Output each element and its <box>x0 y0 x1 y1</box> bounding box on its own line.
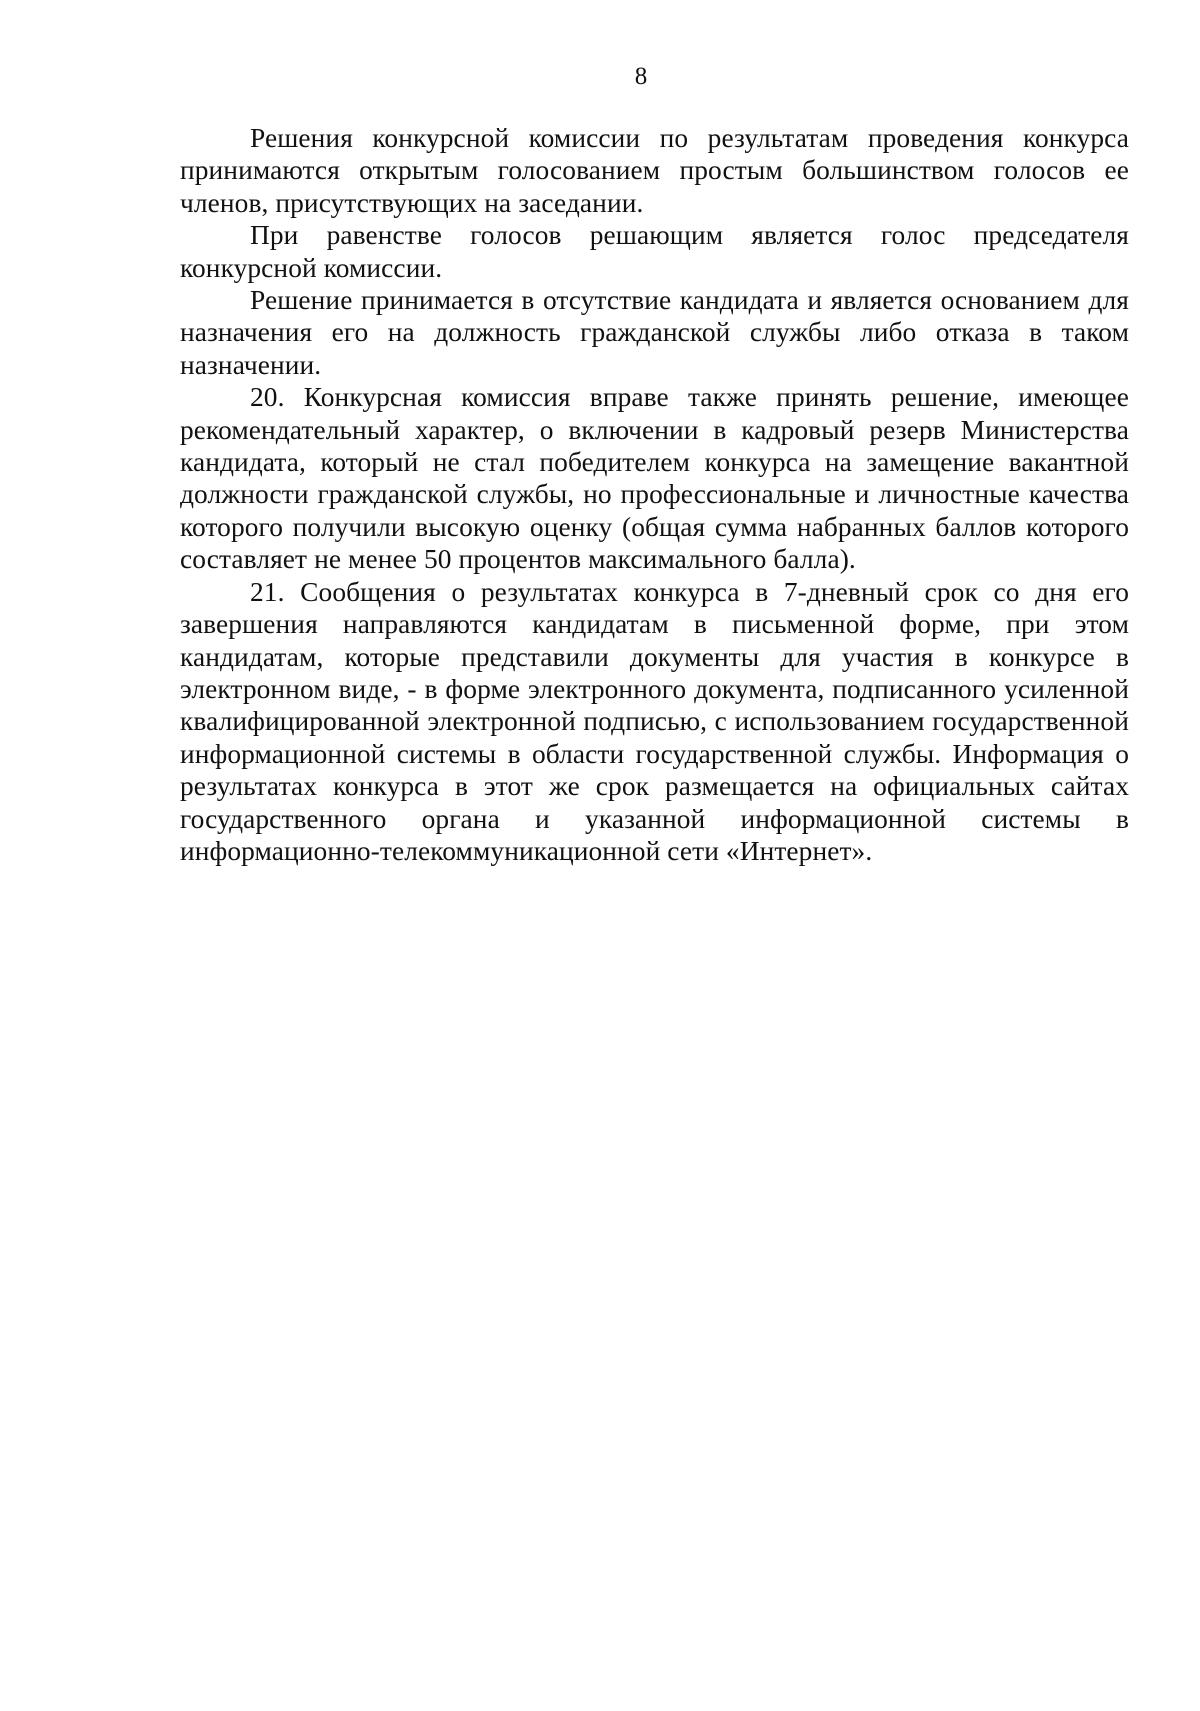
paragraph-decision: Решение принимается в отсутствие кандидата и является основанием для назначения его на должность гражданской службы либо отказа в таком назначении. <box>180 285 1129 380</box>
paragraph-tie-vote: При равенстве голосов решающим является голос председателя конкурсной комиссии. <box>180 220 1129 283</box>
paragraph-voting: Решения конкурсной комиссии по результатам проведения конкурса принимаются открытым голосованием простым большинством голосов ее членов, присутствующих на заседании. <box>180 123 1129 218</box>
document-body <box>180 122 1129 867</box>
paragraph-item-20: 20. Конкурсная комиссия вправе также принять решение, имеющее рекомендательный характер, о включении в кадровый резерв Министерства кандидата, который не стал победителем конкурса на замещение вакантной должности гражданской службы, но профессиональные и личностные качества которого получили высокую оценку (общая сумма набранных баллов которого составляет не менее 50 процентов максимального балла). <box>180 382 1129 575</box>
paragraph-item-21: 21. Сообщения о результатах конкурса в 7-дневный срок со дня его завершения направляются кандидатам в письменной форме, при этом кандидатам, которые представили документы для участия в конкурсе в электронном виде, - в форме электронного документа, подписанного усиленной квалифицированной электронной подписью, с использованием государственной информационной системы в области государственной службы. Информация о результатах конкурса в этот же срок размещается на официальных сайтах государственного органа и указанной информационной системы в информационно-телекоммуникационной сети «Интернет». <box>180 576 1129 866</box>
page-number: 8 <box>634 63 648 90</box>
